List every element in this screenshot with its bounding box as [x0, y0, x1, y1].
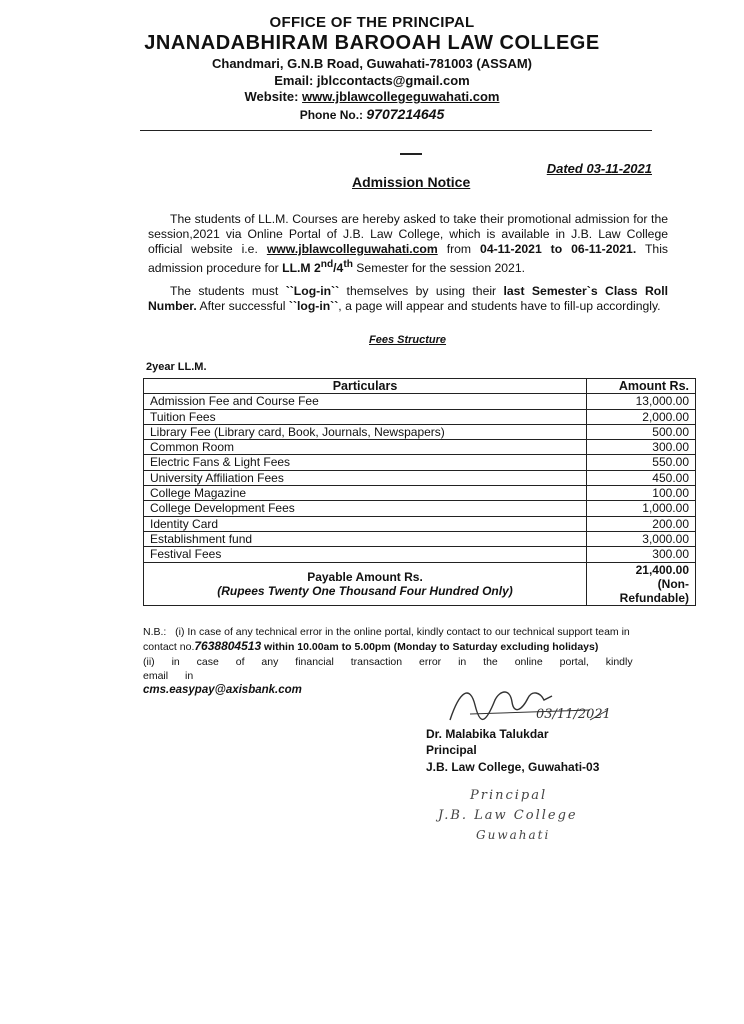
website-link[interactable]: www.jblawcollegeguwahati.com [302, 89, 500, 104]
roll-number-note: last Semester`s Class Roll Number. [148, 284, 668, 313]
fee-particular: Festival Fees [144, 547, 587, 562]
notice-paragraph-2 [148, 284, 668, 314]
nb-note-1 [143, 625, 663, 654]
table-row [144, 394, 696, 409]
table-row [144, 547, 696, 562]
fee-particular: Identity Card [144, 516, 587, 531]
email-value: jblccontacts@gmail.com [316, 73, 470, 88]
stamp-line-3: Guwahati [476, 828, 551, 842]
fee-particular: University Affiliation Fees [144, 470, 587, 485]
nb1-text: (i) In case of any technical error in the online portal, kindly contact to our technical support team in contact no. [143, 626, 630, 653]
fee-amount: 500.00 [587, 424, 696, 439]
fee-particular: Tuition Fees [144, 409, 587, 424]
college-phone [0, 106, 744, 122]
table-row [144, 531, 696, 546]
table-row [144, 516, 696, 531]
fee-amount: 13,000.00 [587, 394, 696, 409]
course-sem: /4 [333, 261, 344, 276]
fee-particular: College Development Fees [144, 501, 587, 516]
signatory-name: Dr. Malabika Talukdar [426, 727, 549, 741]
center-dash [400, 153, 422, 155]
p2-text-4: , a page will appear and students have to fill-up accordingly. [338, 299, 661, 313]
fee-amount: 300.00 [587, 547, 696, 562]
website-label: Website: [244, 89, 299, 104]
notice-date: Dated 03-11-2021 [546, 161, 652, 176]
total-row [144, 562, 696, 605]
p2-text-1: The students must [170, 284, 286, 298]
signature-scribble [440, 680, 610, 730]
fees-table-header [144, 379, 696, 394]
fees-structure-title: Fees Structure [369, 334, 447, 346]
notice-title: Admission Notice [352, 174, 471, 190]
table-row [144, 486, 696, 501]
payment-email[interactable]: cms.easypay@axisbank.com [143, 684, 302, 696]
fee-amount: 550.00 [587, 455, 696, 470]
sup-nd: nd [320, 259, 334, 270]
login-term-2: ``log-in`` [288, 299, 339, 313]
nb-label: N.B.: [143, 626, 167, 638]
fee-amount: 100.00 [587, 486, 696, 501]
p1-text-4: Semester for the session 2021. [352, 261, 525, 276]
amount-header: Amount Rs. [587, 379, 696, 394]
fee-amount: 300.00 [587, 440, 696, 455]
table-row [144, 501, 696, 516]
table-row [144, 455, 696, 470]
college-website [0, 89, 744, 104]
fee-amount: 200.00 [587, 516, 696, 531]
total-in-words: (Rupees Twenty One Thousand Four Hundred Only) [217, 583, 513, 598]
fees-table [143, 378, 696, 606]
p2-text-3: After successful [196, 299, 289, 313]
p1-text-3: This admission procedure for [148, 242, 668, 276]
total-label-cell [144, 562, 587, 605]
college-address: Chandmari, G.N.B Road, Guwahati-781003 (ASSAM) [211, 56, 532, 71]
table-row [144, 470, 696, 485]
office-heading: OFFICE OF THE PRINCIPAL [269, 14, 475, 31]
non-refundable-note: (Non-Refundable) [619, 576, 689, 605]
stamp-line-2: J.B. Law College [438, 808, 578, 823]
portal-link[interactable]: www.jblawcolleguwahati.com [266, 242, 438, 256]
course-name: LL.M 2 [282, 261, 321, 276]
table-row [144, 409, 696, 424]
fee-particular: Common Room [144, 440, 587, 455]
sup-th: th [343, 259, 353, 270]
p1-text-1: The students of LL.M. Courses are hereby asked to take their promotional admission for the session,2021 via Online Portal of J.B. Law College, which is available in J.B. Law College official website i.e. [148, 212, 668, 256]
signatory-title: Principal [426, 743, 477, 757]
phone-label: Phone No.: [299, 108, 364, 122]
support-hours: within 10.00am to 5.00pm (Monday to Saturday excluding holidays) [261, 641, 599, 653]
table-row [144, 424, 696, 439]
principal-stamp [432, 788, 602, 848]
table-row [144, 440, 696, 455]
fee-particular: College Magazine [144, 486, 587, 501]
notice-paragraph-1 [148, 212, 668, 276]
fee-particular: Library Fee (Library card, Book, Journals, Newspapers) [144, 424, 587, 439]
email-label: Email: [274, 73, 314, 88]
total-label: Payable Amount Rs. [307, 569, 423, 584]
signature-date: 03/11/2021 [536, 707, 610, 722]
fee-amount: 2,000.00 [587, 409, 696, 424]
p2-text-2: themselves by using their [339, 284, 504, 298]
phone-number: 9707214645 [366, 106, 445, 122]
college-email [0, 73, 744, 88]
fee-amount: 3,000.00 [587, 531, 696, 546]
signatory-org: J.B. Law College, Guwahati-03 [426, 760, 600, 774]
fee-particular: Admission Fee and Course Fee [144, 394, 587, 409]
fee-amount: 450.00 [587, 470, 696, 485]
header-divider [140, 130, 652, 131]
fee-amount: 1,000.00 [587, 501, 696, 516]
admission-dates: 04-11-2021 to 06-11-2021. [480, 242, 637, 256]
login-term-1: ``Log-in`` [285, 284, 340, 298]
total-amount: 21,400.00 [635, 562, 689, 577]
p1-text-2: from [437, 242, 481, 256]
fee-particular: Establishment fund [144, 531, 587, 546]
particulars-header: Particulars [144, 379, 587, 394]
fees-table-caption: 2year LL.M. [146, 361, 207, 373]
total-amount-cell [587, 562, 696, 605]
support-phone: 7638804513 [194, 639, 262, 653]
fee-particular: Electric Fans & Light Fees [144, 455, 587, 470]
college-name: JNANADABHIRAM BAROOAH LAW COLLEGE [144, 32, 600, 54]
nb2-text: (ii) in case of any financial transaction error in the online portal, kindly email in [143, 656, 633, 682]
stamp-line-1: Principal [470, 788, 548, 803]
